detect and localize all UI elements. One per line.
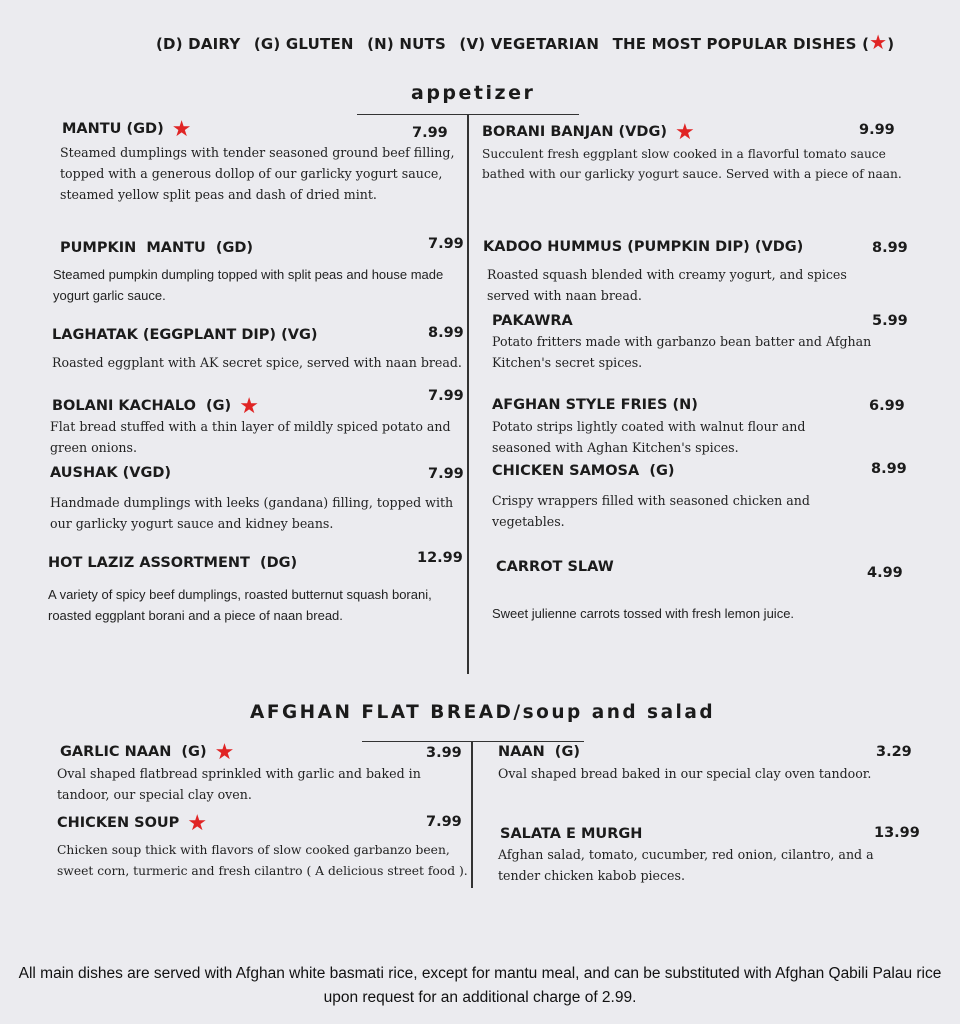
section-title-bread-soup: AFGHAN FLAT BREAD/soup and salad — [250, 702, 716, 723]
item-name-text: CHICKEN SOUP — [57, 815, 180, 831]
legend-popular-label: THE MOST POPULAR DISHES ( — [612, 35, 870, 53]
item-name-text: BORANI BANJAN (VDG) — [482, 124, 667, 140]
legend-vegetarian: (V) VEGETARIAN — [459, 35, 600, 53]
item-name: CARROT SLAW — [496, 559, 614, 575]
section-title-appetizer: appetizer — [411, 82, 536, 104]
item-name: AFGHAN STYLE FRIES (N) — [492, 397, 698, 413]
item-description: Succulent fresh eggplant slow cooked in a flavorful tomato sauce bathed with our garlicky yogurt sauce. Served with a piece of naan. — [482, 147, 902, 181]
item-description: A variety of spicy beef dumplings, roasted butternut squash borani, roasted eggplant borani and a piece of naan bread. — [48, 587, 432, 623]
item-description: Chicken soup thick with flavors of slow cooked garbanzo been, sweet corn, turmeric and fresh cilantro ( A delicious street food ). — [57, 843, 468, 878]
item-name-text: BOLANI KACHALO (G) — [52, 398, 232, 414]
item-description: Oval shaped flatbread sprinkled with garlic and baked in tandoor, our special clay oven. — [57, 766, 421, 802]
item-name-text: MANTU (GD) — [62, 121, 164, 137]
item-description: Sweet julienne carrots tossed with fresh lemon juice. — [492, 606, 795, 621]
item-price: 8.99 — [428, 325, 464, 341]
item-name: NAAN (G) — [498, 744, 580, 760]
item-price: 9.99 — [859, 122, 895, 138]
item-name — [62, 117, 192, 142]
item-price: 3.29 — [876, 744, 912, 760]
item-price: 6.99 — [869, 398, 905, 414]
item-description: Oval shaped bread baked in our special clay oven tandoor. — [498, 766, 872, 781]
legend-nuts: (N) NUTS — [367, 35, 446, 53]
item-name: PUMPKIN MANTU (GD) — [60, 240, 254, 256]
popular-star-icon: ★ — [239, 394, 259, 419]
item-description: Handmade dumplings with leeks (gandana) filling, topped with our garlicky yogurt sauce and kidney beans. — [50, 495, 454, 531]
item-name: PAKAWRA — [492, 313, 573, 329]
item-price: 13.99 — [874, 825, 920, 841]
item-name — [60, 740, 235, 765]
popular-star-icon: ★ — [187, 811, 208, 836]
item-description: Roasted squash blended with creamy yogurt, and spices served with naan bread. — [487, 267, 847, 303]
item-price: 7.99 — [412, 125, 448, 141]
bread-soup-column-divider — [471, 741, 473, 888]
item-price: 12.99 — [417, 550, 463, 566]
item-name: SALATA E MURGH — [500, 826, 643, 842]
popular-star-icon: ★ — [674, 120, 695, 145]
star-icon: ★ — [869, 30, 888, 54]
footer-note: All main dishes are served with Afghan white basmati rice, except for mantu meal, and can be substituted with Afghan Qabili Palau rice upon request for an additional charge of 2.99. — [18, 965, 942, 1006]
legend-popular — [612, 30, 895, 54]
item-description: Afghan salad, tomato, cucumber, red onion, cilantro, and a tender chicken kabob pieces. — [498, 847, 874, 883]
popular-star-icon: ★ — [171, 117, 192, 142]
item-description: Flat bread stuffed with a thin layer of mildly spiced potato and green onions. — [50, 419, 451, 455]
item-price: 7.99 — [426, 814, 462, 830]
item-price: 3.99 — [426, 745, 462, 761]
item-price: 8.99 — [872, 240, 908, 256]
item-name: LAGHATAK (EGGPLANT DIP) (VG) — [52, 327, 318, 343]
item-name — [482, 120, 695, 145]
legend-dairy: (D) DAIRY — [156, 35, 241, 53]
item-name: AUSHAK (VGD) — [50, 465, 172, 481]
item-description: Steamed dumplings with tender seasoned ground beef filling, topped with a generous dollop of our garlicky yogurt sauce, steamed yellow split peas and dash of dried mint. — [60, 145, 455, 202]
item-name — [57, 811, 208, 836]
legend-popular-close: ) — [887, 35, 895, 53]
item-name-text: GARLIC NAAN (G) — [60, 744, 207, 760]
item-price: 7.99 — [428, 466, 464, 482]
item-description: Potato fritters made with garbanzo bean batter and Afghan Kitchen's secret spices. — [492, 334, 872, 370]
item-price: 5.99 — [872, 313, 908, 329]
item-price: 4.99 — [867, 565, 903, 581]
item-name: HOT LAZIZ ASSORTMENT (DG) — [48, 555, 298, 571]
item-price: 8.99 — [871, 461, 907, 477]
item-name — [52, 394, 259, 419]
bread-soup-divider — [362, 741, 584, 742]
item-description: Steamed pumpkin dumpling topped with split peas and house made yogurt garlic sauce. — [53, 267, 444, 303]
legend-gluten: (G) GLUTEN — [253, 35, 354, 53]
item-description: Roasted eggplant with AK secret spice, served with naan bread. — [52, 355, 462, 370]
item-description: Potato strips lightly coated with walnut flour and seasoned with Aghan Kitchen's spices. — [492, 419, 806, 455]
item-price: 7.99 — [428, 236, 464, 252]
item-description: Crispy wrappers filled with seasoned chicken and vegetables. — [492, 493, 810, 529]
popular-star-icon: ★ — [214, 740, 235, 765]
item-price: 7.99 — [428, 388, 464, 404]
item-name: KADOO HUMMUS (PUMPKIN DIP) (VDG) — [483, 239, 804, 255]
allergen-legend — [156, 30, 916, 54]
item-name: CHICKEN SAMOSA (G) — [492, 463, 675, 479]
